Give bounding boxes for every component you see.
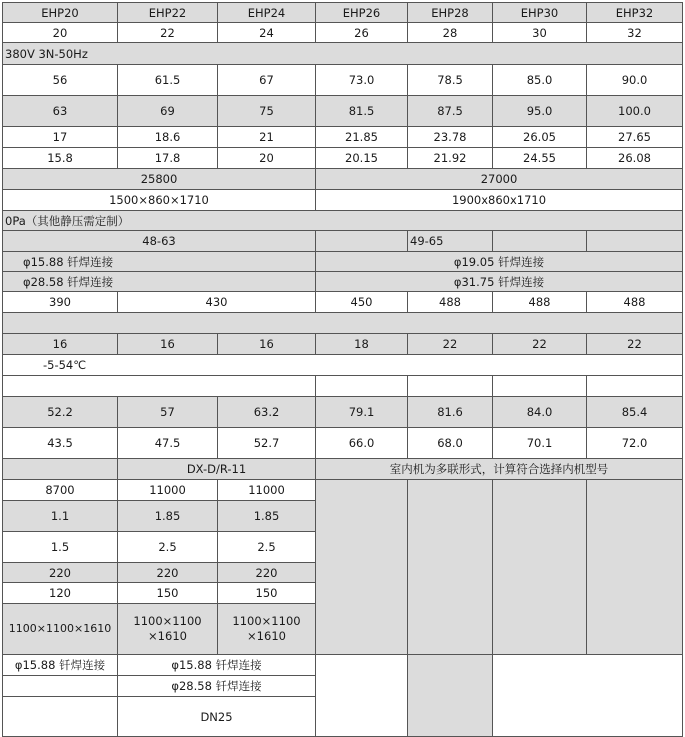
hp-cell: 28	[408, 23, 493, 43]
hp-cell: 20	[3, 23, 118, 43]
value-cell: 73.0	[316, 65, 408, 96]
liquid-pipe-cell: φ19.05 钎焊连接	[316, 252, 683, 272]
model-cell: EHP20	[3, 3, 118, 23]
value-cell: 120	[3, 583, 118, 604]
indoor-note-cell: 室内机为多联形式，计算符合选择内机型号	[316, 459, 683, 480]
indoor-airflow-row	[3, 480, 683, 501]
value-cell: 150	[218, 583, 316, 604]
heating-power-row	[3, 148, 683, 169]
empty-row	[3, 376, 683, 397]
gas-pipe-cell: φ31.75 钎焊连接	[316, 272, 683, 292]
value-cell: 16	[3, 334, 118, 355]
value-cell: 22	[493, 334, 587, 355]
weight-row	[3, 292, 683, 313]
value-cell: 220	[218, 563, 316, 583]
value-cell: φ15.88 钎焊连接	[118, 655, 316, 676]
value-cell: 87.5	[408, 96, 493, 127]
gas-pipe-cell: φ28.58 钎焊连接	[3, 272, 316, 292]
hp-cell: 30	[493, 23, 587, 43]
value-cell: 81.5	[316, 96, 408, 127]
empty-cell	[587, 231, 683, 252]
model-cell: EHP26	[316, 3, 408, 23]
value-cell: 79.1	[316, 397, 408, 428]
empty-cell	[493, 231, 587, 252]
value-cell: 16	[118, 334, 218, 355]
value-cell: 17.8	[118, 148, 218, 169]
noise-row	[3, 231, 683, 252]
empty-cell	[316, 655, 408, 737]
value-cell: 150	[118, 583, 218, 604]
gas-pipe-row	[3, 272, 683, 292]
model-cell: EHP22	[118, 3, 218, 23]
value-cell: 70.1	[493, 428, 587, 459]
hp-cell: 32	[587, 23, 683, 43]
value-cell: 24.55	[493, 148, 587, 169]
refrigerant-row	[3, 334, 683, 355]
value-cell: 52.2	[3, 397, 118, 428]
value-cell	[218, 604, 316, 655]
liquid-pipe-row	[3, 252, 683, 272]
value-cell: 68.0	[408, 428, 493, 459]
hp-cell: 24	[218, 23, 316, 43]
value-cell: 95.0	[493, 96, 587, 127]
value-cell: 20	[218, 148, 316, 169]
hp-cell: 26	[316, 23, 408, 43]
value-cell: 430	[118, 292, 316, 313]
value-cell: 220	[118, 563, 218, 583]
value-cell: 26.08	[587, 148, 683, 169]
value-cell: 26.05	[493, 127, 587, 148]
airflow-row	[3, 169, 683, 190]
value-cell: 66.0	[316, 428, 408, 459]
indoor-model-cell: DX-D/R-11	[118, 459, 316, 480]
cop-row	[3, 428, 683, 459]
value-cell: 8700	[3, 480, 118, 501]
cooling-power-row	[3, 127, 683, 148]
value-cell: 17	[3, 127, 118, 148]
value-cell: 63.2	[218, 397, 316, 428]
empty-cell	[3, 376, 316, 397]
value-cell: 67	[218, 65, 316, 96]
indoor-model-row	[3, 459, 683, 480]
value-cell: 21	[218, 127, 316, 148]
model-cell: EHP28	[408, 3, 493, 23]
value-cell: 61.5	[118, 65, 218, 96]
value-cell: 52.7	[218, 428, 316, 459]
value-cell: 20.15	[316, 148, 408, 169]
value-cell: 63	[3, 96, 118, 127]
value-cell: 488	[493, 292, 587, 313]
value-cell: 22	[408, 334, 493, 355]
empty-cell	[3, 313, 683, 334]
heating-capacity-row	[3, 96, 683, 127]
value-cell: 1100×1100×1610	[3, 604, 118, 655]
cooling-capacity-row	[3, 65, 683, 96]
value-cell: 85.0	[493, 65, 587, 96]
value-cell: 57	[118, 397, 218, 428]
airflow-cell: 25800	[3, 169, 316, 190]
power-supply-cell: 380V 3N-50Hz	[3, 43, 683, 65]
value-cell: 81.6	[408, 397, 493, 428]
value-cell: 23.78	[408, 127, 493, 148]
model-cell: EHP30	[493, 3, 587, 23]
value-cell: 220	[3, 563, 118, 583]
empty-cell	[3, 676, 118, 697]
dims-line: 1100×1100	[232, 614, 301, 628]
dimensions-cell: 1900x860x1710	[316, 190, 683, 211]
airflow-cell: 27000	[316, 169, 683, 190]
value-cell: 1.85	[118, 501, 218, 532]
value-cell: 69	[118, 96, 218, 127]
dims-line: 1100×1100	[133, 614, 202, 628]
value-cell: 100.0	[587, 96, 683, 127]
value-cell: 84.0	[493, 397, 587, 428]
model-cell: EHP24	[218, 3, 316, 23]
dimensions-cell: 1500×860×1710	[3, 190, 316, 211]
value-cell: 43.5	[3, 428, 118, 459]
noise-cell: 49-65	[408, 231, 493, 252]
value-cell: 488	[587, 292, 683, 313]
value-cell: 18	[316, 334, 408, 355]
value-cell: 390	[3, 292, 118, 313]
empty-cell	[408, 376, 493, 397]
indoor-liquid-pipe-row	[3, 655, 683, 676]
value-cell: 1.1	[3, 501, 118, 532]
value-cell: 1.85	[218, 501, 316, 532]
value-cell: 47.5	[118, 428, 218, 459]
value-cell: 90.0	[587, 65, 683, 96]
empty-cell	[493, 655, 683, 737]
value-cell: 56	[3, 65, 118, 96]
value-cell: 488	[408, 292, 493, 313]
empty-cell	[3, 459, 118, 480]
value-cell: 78.5	[408, 65, 493, 96]
value-cell: 21.92	[408, 148, 493, 169]
empty-cell	[493, 376, 587, 397]
value-cell	[118, 604, 218, 655]
value-cell: 2.5	[118, 532, 218, 563]
empty-row	[3, 313, 683, 334]
value-cell: DN25	[118, 697, 316, 737]
value-cell: 72.0	[587, 428, 683, 459]
dimensions-row	[3, 190, 683, 211]
dims-line: ×1610	[247, 629, 286, 643]
empty-cell	[408, 655, 493, 737]
empty-cell	[316, 376, 408, 397]
value-cell: 18.6	[118, 127, 218, 148]
value-cell: 27.65	[587, 127, 683, 148]
value-cell: φ15.88 钎焊连接	[3, 655, 118, 676]
spec-table	[2, 2, 683, 737]
noise-cell: 48-63	[3, 231, 316, 252]
value-cell: 2.5	[218, 532, 316, 563]
empty-cell	[316, 480, 408, 655]
empty-cell	[316, 231, 408, 252]
value-cell: 11000	[118, 480, 218, 501]
power-supply-row	[3, 43, 683, 65]
empty-cell	[587, 376, 683, 397]
operating-temp-row	[3, 355, 683, 376]
empty-cell	[408, 480, 493, 655]
eer-row	[3, 397, 683, 428]
value-cell: 1.5	[3, 532, 118, 563]
value-cell: 22	[587, 334, 683, 355]
hp-cell: 22	[118, 23, 218, 43]
value-cell: φ28.58 钎焊连接	[118, 676, 316, 697]
value-cell: 450	[316, 292, 408, 313]
value-cell: 11000	[218, 480, 316, 501]
model-cell: EHP32	[587, 3, 683, 23]
hp-row	[3, 23, 683, 43]
value-cell: 15.8	[3, 148, 118, 169]
value-cell: 16	[218, 334, 316, 355]
operating-temp-cell: -5-54℃	[3, 355, 683, 376]
value-cell: 21.85	[316, 127, 408, 148]
static-pressure-row	[3, 211, 683, 231]
value-cell: 75	[218, 96, 316, 127]
empty-cell	[493, 480, 587, 655]
value-cell: 85.4	[587, 397, 683, 428]
liquid-pipe-cell: φ15.88 钎焊连接	[3, 252, 316, 272]
static-pressure-cell: 0Pa（其他静压需定制）	[3, 211, 683, 231]
empty-cell	[587, 480, 683, 655]
model-row	[3, 3, 683, 23]
dims-line: ×1610	[148, 629, 187, 643]
